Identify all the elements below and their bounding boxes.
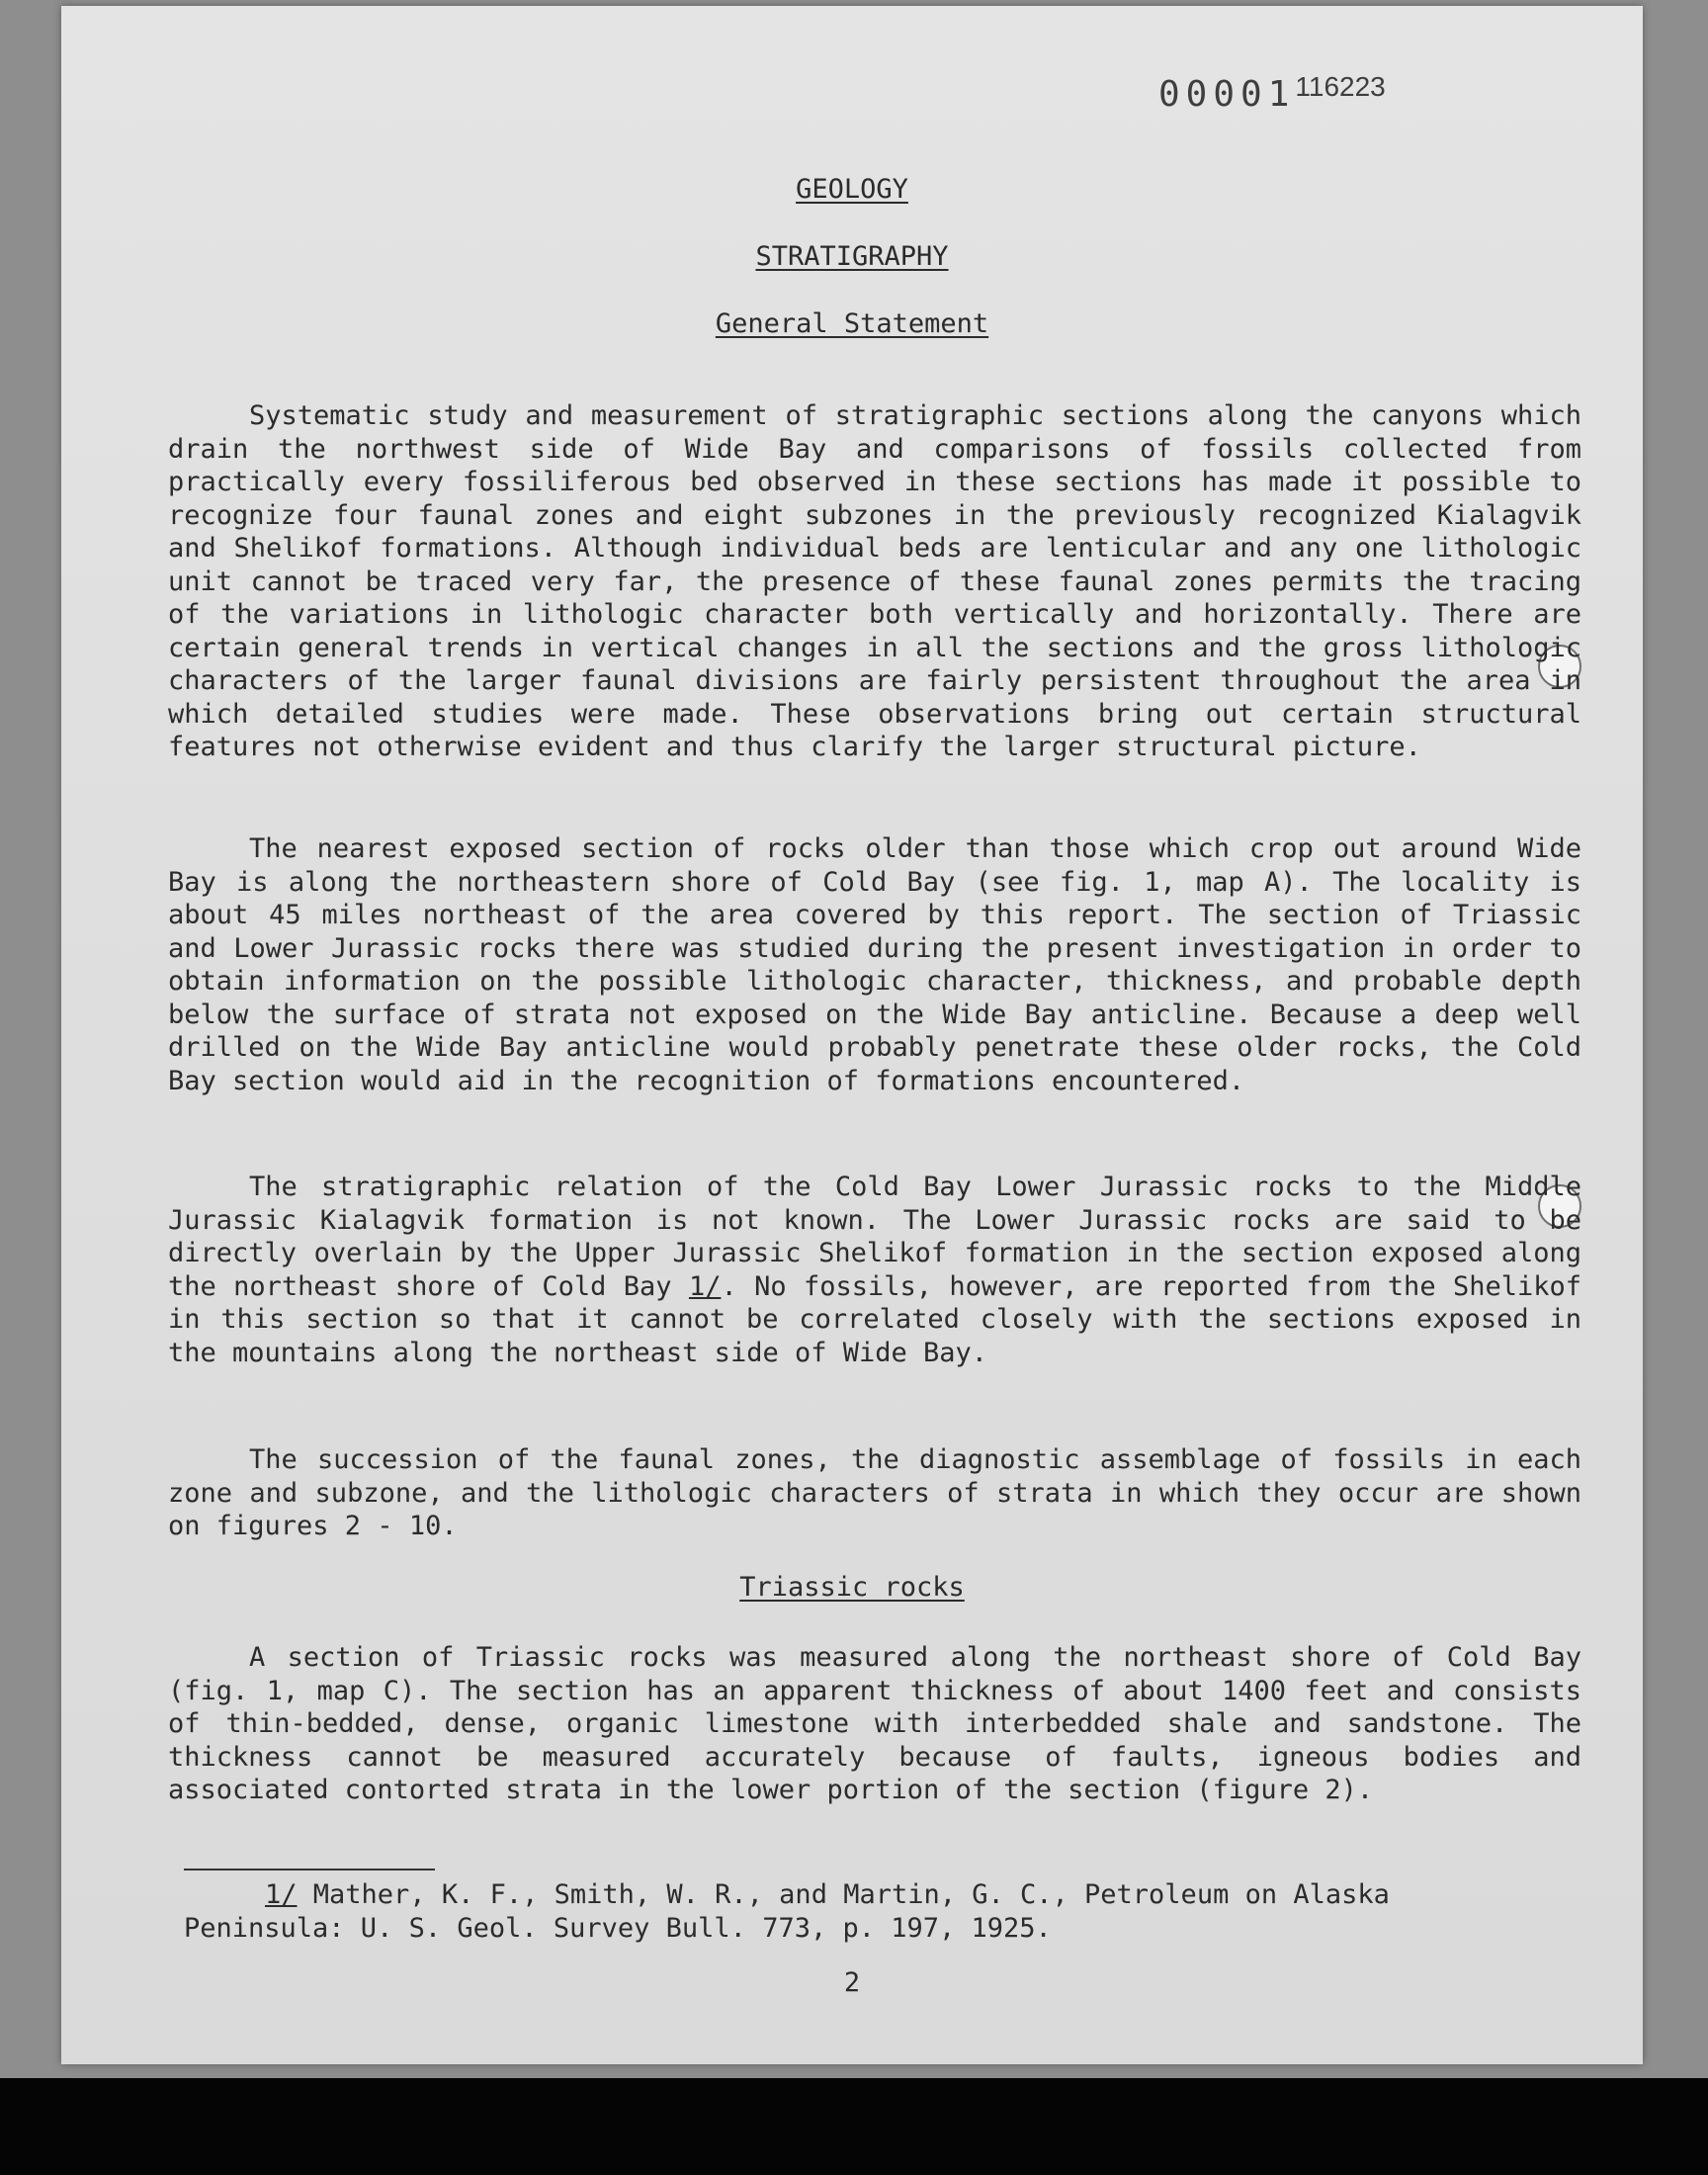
paragraph-general-statement: Systematic study and measurement of stratigraphic sections along the canyons which drain the northwest side of Wide Bay and comparisons of fossils collected from practically every fossiliferous bed observed in these sections has made it possible to recognize four faunal zones and eight subzones in the previously recognized Kialagvik and Shelikof formations. Although individual beds are lenticular and any one lithologic unit cannot be traced very far, the presence of these faunal zones permits the tracing of the variations in lithologic character both vertically and horizontally. There are certain general trends in vertical changes in all the sections and the gross lithologic characters of the larger faunal divisions are fairly persistent throughout the area in which detailed studies were made. These observations bring out certain structural features not otherwise evident and thus clarify the larger structural picture. — [168, 400, 1581, 762]
footnote-marker: 1/ — [265, 1879, 298, 1910]
footnote-divider — [184, 1869, 435, 1870]
footnote-text: Mather, K. F., Smith, W. R., and Martin, G. C., Petroleum on Alaska Peninsula: U. S. Geol. Survey Bull. 773, p. 197, 1925. — [184, 1879, 1390, 1944]
page-number: 2 — [843, 1967, 861, 1998]
document-number: 116223 — [1295, 71, 1386, 102]
paragraph-faunal-zones: The succession of the faunal zones, the diagnostic assemblage of fossils in each zone and subzone, and the lithologic characters of strata in which they occur are shown on figures 2 - 10. — [168, 1444, 1581, 1541]
footnote-reference-link[interactable]: 1/ — [688, 1270, 722, 1302]
paragraph-cold-bay-section: The nearest exposed section of rocks older than those which crop out around Wide Bay is along the northeastern shore of Cold Bay (see fig. 1, map A). The locality is about 45 miles northeast of the area covered by this report. The section of Triassic and Lower Jurassic rocks there was studied during the present investigation in order to obtain information on the possible lithologic character, thickness, and probable depth below the surface of strata not exposed on the Wide Bay anticline. Because a deep well drilled on the Wide Bay anticline would probably penetrate these older rocks, the Cold Bay section would aid in the recognition of formations encountered. — [168, 833, 1581, 1096]
footnote — [184, 1878, 1528, 1946]
document-id-stamp — [1158, 71, 1386, 115]
paragraph-text-part: The stratigraphic relation of the Cold Bay Lower Jurassic rocks to the Middle Jurassic Kialagvik formation is not known. The Lower Jurassic rocks are said to be directly overlain by the Upper Jurassic Shelikof formation in the section exposed along the northeast shore of Cold Bay — [168, 1172, 1581, 1302]
section-heading-geology: GEOLOGY — [796, 174, 908, 205]
subsection-heading-stratigraphy: STRATIGRAPHY — [755, 241, 949, 272]
heading-triassic-rocks: Triassic rocks — [739, 1572, 965, 1603]
heading-general-statement: General Statement — [715, 308, 989, 339]
document-stamp-digits: 00001 — [1158, 74, 1296, 115]
paragraph-triassic-section: A section of Triassic rocks was measured along the northeast shore of Cold Bay (fig. 1, map C). The section has an apparent thickness of about 1400 feet and consists of thin-bedded, dense, organic limestone with interbedded shale and sandstone. The thickness cannot be measured accurately because of faults, igneous bodies and associated contorted strata in the lower portion of the section (figure 2). — [168, 1642, 1581, 1805]
paragraph-stratigraphic-relation — [168, 1171, 1581, 1369]
paragraph-text-part: . No fossils, however, are reported from the Shelikof in this section so that it cannot be correlated closely with the sections exposed in the mountains along the northeast side of Wide Bay. — [168, 1270, 1581, 1368]
scanner-background — [0, 2078, 1708, 2175]
